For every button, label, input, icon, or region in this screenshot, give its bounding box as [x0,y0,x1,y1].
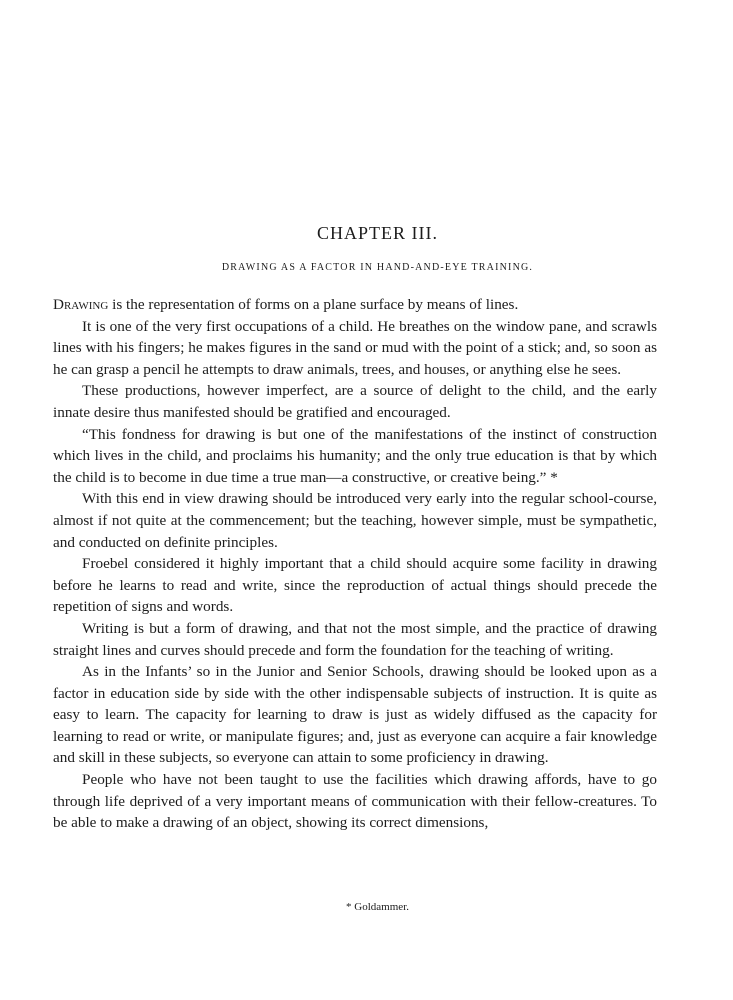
chapter-title: CHAPTER III. [317,223,438,243]
paragraph: It is one of the very first occupations of a child. He breathes on the window pane, and scrawls lines with his fingers; he makes figures in the sand or mud with the point of a stick; and, so soon as he can grasp a pencil he attempts to draw animals, trees, and houses, or anything else he sees. [53,317,657,378]
paragraph: As in the Infants’ so in the Junior and Senior Schools, drawing should be looked upon as a factor in education side by side with the other indispensable subjects of instruction. It is quite as easy to learn. The capacity for learning to draw is just as widely diffused as the capacity for learning to read or write, or manipulate figures; and, just as everyone can acquire a fair knowledge and skill in these subjects, so everyone can attain to some proficiency in drawing. [53,663,657,767]
paragraph: Writing is but a form of drawing, and that not the most simple, and the practice of drawing straight lines and curves should precede and form the foundation for the teaching of writing. [53,619,657,659]
paragraph: People who have not been taught to use the facilities which drawing affords, have to go through life deprived of a very important means of communication with their fellow-creatures. To be able to make a drawing of an object, showing its correct dimensions, [53,771,657,832]
paragraph: Froebel considered it highly important that a child should acquire some facility in drawing before he learns to read and write, since the reproduction of actual things should precede the repetition of signs and words. [53,555,657,616]
chapter-body [53,294,657,834]
paragraph [53,294,657,316]
paragraph-text: is the representation of forms on a plane surface by means of lines. [108,296,519,313]
chapter-subtitle: DRAWING AS A FACTOR IN HAND-AND-EYE TRAINING. [221,262,534,273]
paragraph: “This fondness for drawing is but one of the manifestations of the instinct of construction which lives in the child, and proclaims his humanity; and the only true education is that by which the child is to become in due time a true man—a constructive, or creative being.” * [53,425,657,486]
paragraph: These productions, however imperfect, are a source of delight to the child, and the early innate desire thus manifested should be gratified and encouraged. [53,382,657,421]
paragraph-lead-word: Drawing [53,296,109,313]
paragraph: With this end in view drawing should be introduced very early into the regular school-course, almost if not quite at the commencement; but the teaching, however simple, must be sympathetic, and conducted on definite principles. [53,490,657,551]
footnote: * Goldammer. [346,901,409,913]
